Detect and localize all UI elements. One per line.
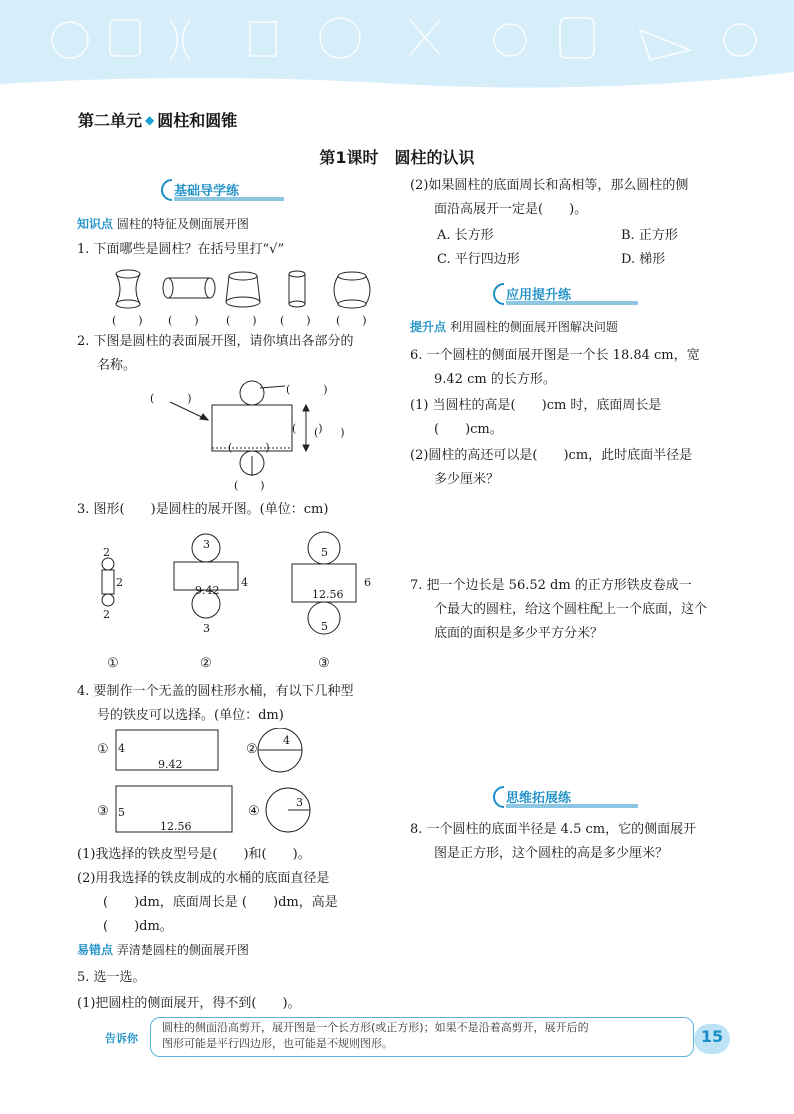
section-apply-practice bbox=[492, 282, 642, 306]
q5-sub2a: (2)如果圆柱的底面周长和高相等，那么圆柱的侧 bbox=[410, 178, 689, 193]
q3-fig3-width: 12.56 bbox=[312, 588, 344, 601]
knowledge-point-tag bbox=[77, 215, 249, 232]
sheet-4-num[interactable]: ④ bbox=[248, 804, 260, 819]
question-2-line2: 名称。 bbox=[97, 358, 137, 373]
q3-option-3[interactable]: ③ bbox=[318, 656, 330, 671]
tag-text: 圆柱的特征及侧面展开图 bbox=[116, 217, 249, 231]
q6-sub2b: 多少厘米？ bbox=[434, 472, 500, 487]
q3-option-1[interactable]: ① bbox=[107, 656, 119, 671]
section-label: 思维拓展练 bbox=[506, 791, 572, 806]
section-label: 应用提升练 bbox=[506, 288, 572, 303]
tip-line-2: 图形可能是平行四边形，也可能是不规则图形。 bbox=[162, 1037, 393, 1050]
q3-fig2-bottom: 3 bbox=[203, 622, 210, 635]
q2-label-height[interactable]: ( ) bbox=[314, 426, 345, 439]
question-4-line2: 号的铁皮可以选择。(单位：dm) bbox=[97, 708, 284, 723]
q3-fig3-height: 6 bbox=[364, 576, 371, 589]
q1-blank-3[interactable]: ( ) bbox=[226, 314, 257, 327]
q1-blank-5[interactable]: ( ) bbox=[336, 314, 367, 327]
tag-key: 知识点 bbox=[77, 217, 114, 231]
q3-fig1-bottom: 2 bbox=[103, 608, 110, 621]
section-label: 基础导学练 bbox=[174, 184, 240, 199]
q2-label-circle-top[interactable]: ( ) bbox=[286, 383, 328, 396]
section-basic-practice bbox=[160, 178, 290, 202]
q5-option-c[interactable]: C. 平行四边形 bbox=[437, 252, 520, 267]
q4-sub2c: ( )dm。 bbox=[103, 919, 173, 934]
q1-blank-2[interactable]: ( ) bbox=[168, 314, 199, 327]
question-1: 1. 下面哪些是圆柱？在括号里打“√” bbox=[77, 242, 285, 257]
q3-fig1-side: 2 bbox=[116, 576, 123, 589]
q5-option-d[interactable]: D. 梯形 bbox=[621, 252, 666, 267]
q2-label-right[interactable]: ( ) bbox=[292, 422, 323, 435]
question-6-line2: 9.42 cm 的长方形。 bbox=[434, 372, 556, 387]
sheet-2-num[interactable]: ② bbox=[246, 742, 258, 757]
tip-badge: 告诉你 bbox=[105, 1032, 138, 1045]
q6-sub2a: (2)圆柱的高还可以是( )cm，此时底面半径是 bbox=[410, 448, 693, 463]
question-8-line1: 8. 一个圆柱的底面半径是 4.5 cm，它的侧面展开 bbox=[410, 822, 697, 837]
unit-title: 第二单元 ◆ 圆柱和圆锥 bbox=[78, 111, 238, 130]
q3-fig3-top: 5 bbox=[321, 546, 328, 559]
q3-nets-figure bbox=[96, 530, 396, 670]
page-number: 15 bbox=[700, 1027, 724, 1046]
q3-fig1-top: 2 bbox=[103, 546, 110, 559]
question-5: 5. 选一选。 bbox=[77, 970, 146, 985]
q4-sub2b: ( )dm，底面周长是 ( )dm，高是 bbox=[103, 895, 338, 910]
question-8-line2: 图是正方形，这个圆柱的高是多少厘米？ bbox=[434, 846, 669, 861]
question-7-line2: 个最大的圆柱，给这个圆柱配上一个底面，这个 bbox=[434, 602, 708, 617]
sheet-1-num[interactable]: ① bbox=[97, 742, 109, 757]
tag-key: 提升点 bbox=[410, 320, 447, 334]
q3-fig2-height: 4 bbox=[241, 576, 248, 589]
q5-option-a[interactable]: A. 长方形 bbox=[437, 228, 494, 243]
question-6-line1: 6. 一个圆柱的侧面展开图是一个长 18.84 cm，宽 bbox=[410, 348, 700, 363]
sheet-3-num[interactable]: ③ bbox=[97, 804, 109, 819]
q3-fig2-top: 3 bbox=[203, 538, 210, 551]
section-think-practice bbox=[492, 785, 642, 809]
q6-sub1b: ( )cm。 bbox=[434, 422, 503, 437]
question-3: 3. 图形( )是圆柱的展开图。(单位：cm) bbox=[77, 502, 329, 517]
tag-key: 易错点 bbox=[77, 943, 114, 957]
header-decoration bbox=[0, 0, 794, 100]
sheet-1-height: 4 bbox=[118, 742, 125, 755]
tip-text bbox=[162, 1020, 692, 1052]
q2-label-arrow[interactable]: ( ) bbox=[150, 392, 192, 405]
q2-label-circle-bottom[interactable]: ( ) bbox=[234, 479, 265, 492]
q6-sub1a: (1) 当圆柱的高是( )cm 时，底面周长是 bbox=[410, 398, 662, 413]
tag-text: 利用圆柱的侧面展开图解决问题 bbox=[449, 320, 618, 334]
question-2-line1: 2. 下图是圆柱的表面展开图，请你填出各部分的 bbox=[77, 334, 354, 349]
question-7-line3: 底面的面积是多少平方分米？ bbox=[434, 626, 604, 641]
sheet-4-radius: 3 bbox=[296, 796, 303, 809]
q2-label-bottom-edge[interactable]: ( ) bbox=[228, 441, 270, 454]
sheet-3-height: 5 bbox=[118, 806, 125, 819]
q4-sub2a: (2)用我选择的铁皮制成的水桶的底面直径是 bbox=[77, 871, 330, 886]
sheet-2-diameter: 4 bbox=[283, 734, 290, 747]
q4-sub1: (1)我选择的铁皮型号是( )和( )。 bbox=[77, 847, 311, 862]
q5-sub1: (1)把圆柱的侧面展开，得不到( )。 bbox=[77, 996, 301, 1011]
sheet-3-width: 12.56 bbox=[160, 820, 192, 833]
question-7-line1: 7. 把一个边长是 56.52 dm 的正方形铁皮卷成一 bbox=[410, 578, 692, 593]
q4-sheets-figure bbox=[96, 728, 336, 840]
q5-sub2b: 面沿高展开一定是( )。 bbox=[434, 202, 588, 217]
q3-fig2-width: 9.42 bbox=[195, 584, 220, 597]
q1-blank-1[interactable]: ( ) bbox=[112, 314, 143, 327]
sheet-1-width: 9.42 bbox=[158, 758, 183, 771]
lesson-title: 第1课时 圆柱的认识 bbox=[319, 148, 475, 167]
q1-shapes-figure bbox=[100, 266, 390, 310]
q3-fig3-bottom: 5 bbox=[321, 620, 328, 633]
q3-option-2[interactable]: ② bbox=[200, 656, 212, 671]
tip-line-1: 圆柱的侧面沿高剪开，展开图是一个长方形(或正方形)；如果不是沿着高剪开，展开后的 bbox=[162, 1021, 589, 1034]
question-4-line1: 4. 要制作一个无盖的圆柱形水桶，有以下几种型 bbox=[77, 684, 354, 699]
tag-text: 弄清楚圆柱的侧面展开图 bbox=[116, 943, 249, 957]
error-point-tag bbox=[77, 941, 249, 958]
q5-option-b[interactable]: B. 正方形 bbox=[621, 228, 678, 243]
q1-blank-4[interactable]: ( ) bbox=[280, 314, 311, 327]
upgrade-point-tag bbox=[410, 318, 618, 335]
